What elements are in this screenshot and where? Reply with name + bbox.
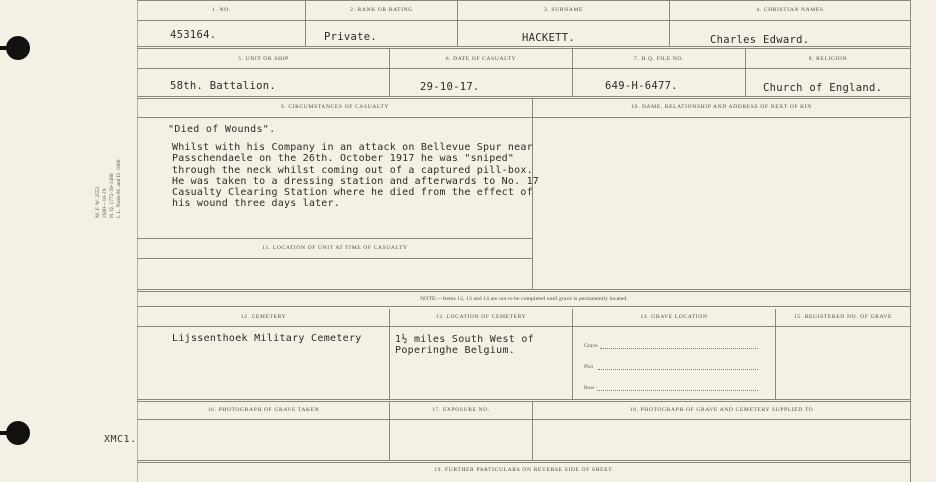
grave-label: Grave — [584, 343, 598, 349]
value-religion: Church of England. — [763, 82, 883, 94]
rule — [137, 326, 911, 327]
punch-hole-bottom — [6, 421, 30, 445]
value-location-cemetery-2: Poperinghe Belgium. — [395, 345, 516, 356]
value-location-cemetery-1: 1½ miles South West of — [395, 334, 535, 345]
value-cemetery: Lijssenthoek Military Cemetery — [172, 333, 362, 344]
note: NOTE:—Items 12, 13 and 14 are not to be completed until grave is permanently located. — [420, 296, 628, 302]
label-christian-names: 4. CHRISTIAN NAMES — [756, 7, 824, 13]
rule — [137, 460, 911, 463]
value-surname: HACKETT. — [522, 32, 575, 44]
value-hq-file: 649-H-6477. — [605, 80, 678, 92]
rule — [137, 289, 911, 292]
value-date-casualty: 29-10-17. — [420, 81, 480, 93]
rule — [137, 306, 911, 307]
label-circumstances: 9. CIRCUMSTANCES OF CASUALTY — [280, 104, 390, 110]
side-print-line: I. L. Nash-M. and D. 1680 — [116, 159, 122, 218]
label-location-cemetery: 13. LOCATION OF CEMETERY — [435, 314, 527, 320]
label-photo-taken: 16. PHOTOGRAPH OF GRAVE TAKEN — [207, 407, 320, 413]
punch-hole-top — [6, 36, 30, 60]
value-no: 453164. — [170, 29, 217, 41]
label-religion: 8. RELIGION — [808, 56, 848, 62]
circumstances-text: Whilst with his Company in an attack on Bellevue Spur near Passchendaele on the 26th. October 1917 he was "sniped" through the neck whilst coming out of a captured pill-box. He was taken to a dressing station and afterwards to No. 17 Casualty Clearing Station where he died from the effect of his wound three days later. — [172, 142, 540, 210]
plot-dots — [598, 369, 758, 370]
label-next-of-kin: 10. NAME, RELATIONSHIP AND ADDRESS OF NEXT OF KIN — [631, 104, 812, 110]
label-unit: 5. UNIT OR SHIP — [238, 56, 289, 62]
rule — [389, 309, 390, 399]
side-print-line: H. Q. 1772-39-1488 — [109, 173, 115, 218]
circumstances-heading: "Died of Wounds". — [168, 124, 276, 135]
rule — [137, 0, 911, 1]
label-hq-file: 7. H.Q. FILE NO. — [633, 56, 685, 62]
rule — [137, 46, 911, 49]
label-location-unit: 11. LOCATION OF UNIT AT TIME OF CASUALTY — [262, 245, 408, 251]
label-rank: 2. RANK OR RATING — [350, 7, 413, 13]
label-date-casualty: 6. DATE OF CASUALTY — [445, 56, 517, 62]
rule — [137, 68, 911, 69]
label-exposure-no: 17. EXPOSURE NO. — [432, 407, 490, 413]
rule — [137, 96, 911, 99]
corner-tag: XMC1. — [104, 434, 137, 445]
row-dots — [597, 390, 758, 391]
label-grave-location: 14. GRAVE LOCATION — [640, 314, 708, 320]
label-photo-supplied: 18. PHOTOGRAPH OF GRAVE AND CEMETERY SUPPLIED TO — [629, 407, 814, 413]
rule — [137, 399, 911, 402]
label-no: 1. NO. — [212, 7, 231, 13]
label-further-particulars: 19. FURTHER PARTICULARS ON REVERSE SIDE OF SHEET. — [434, 467, 614, 473]
rule — [572, 309, 573, 399]
rule — [137, 117, 911, 118]
plot-label: Plot — [584, 364, 594, 370]
value-christian-names: Charles Edward. — [710, 34, 810, 46]
side-print-line: 2500—10-19. — [102, 187, 108, 218]
rule — [910, 0, 911, 482]
value-rank: Private. — [324, 31, 377, 43]
label-registered-no: 15. REGISTERED NO. OF GRAVE — [793, 314, 893, 320]
rule — [137, 238, 532, 239]
rule — [775, 309, 776, 399]
rule — [137, 20, 911, 21]
rule — [137, 419, 911, 420]
rule — [137, 258, 532, 259]
row-label: Row — [584, 385, 595, 391]
label-surname: 3. SURNAME — [544, 7, 583, 13]
grave-dots — [600, 348, 758, 349]
label-cemetery: 12. CEMETERY — [240, 314, 287, 320]
value-unit: 58th. Battalion. — [170, 80, 276, 92]
side-print-line: M. F. W. 2552 — [95, 186, 101, 218]
